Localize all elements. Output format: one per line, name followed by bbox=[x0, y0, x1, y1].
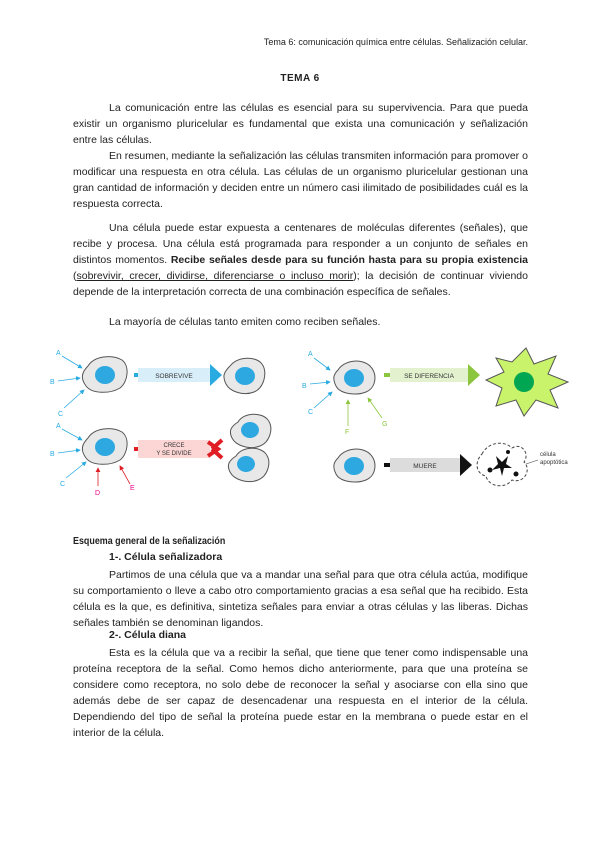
intro-p3-open: ( bbox=[73, 270, 77, 282]
cell-divided-1 bbox=[230, 414, 270, 447]
crece-label-1: CRECE bbox=[163, 443, 185, 449]
apoptotica-label-1: célula bbox=[540, 452, 556, 458]
label-f: F bbox=[345, 429, 350, 436]
muere-label: MUERE bbox=[413, 463, 437, 470]
cell-bottom-left bbox=[82, 429, 127, 465]
label-g: G bbox=[382, 421, 388, 428]
cell-survived bbox=[224, 358, 265, 393]
label-c-right: C bbox=[308, 409, 314, 416]
intro-paragraph-2 bbox=[73, 148, 528, 212]
intro-paragraph-1 bbox=[73, 100, 528, 148]
cell-bottom-right bbox=[334, 449, 375, 482]
label-c-bottom: C bbox=[60, 481, 66, 488]
intro-p3-underline: sobrevivir, crecer, dividirse, diferenciarse o incluso morir bbox=[76, 270, 354, 282]
intro-p3-bold: Recibe señales desde para su función hasta para su propia existencia bbox=[170, 254, 528, 266]
diferencia-label: SE DIFERENCIA bbox=[404, 373, 454, 380]
label-b-bottom: B bbox=[50, 451, 55, 458]
label-b-right: B bbox=[302, 383, 307, 390]
cell-top-right bbox=[334, 361, 375, 394]
esquema-title: Esquema general de la señalización bbox=[73, 535, 226, 547]
cell-divided-2 bbox=[228, 448, 268, 481]
label-b-top: B bbox=[50, 379, 55, 386]
intro-p3-close: ); la decisión de continuar viviendo depende de la interpretación correcta de una combinación específica de señales. bbox=[73, 270, 528, 298]
label-a-right: A bbox=[308, 351, 313, 358]
section-1-paragraph bbox=[73, 567, 528, 631]
intro-paragraph-3 bbox=[73, 220, 528, 300]
section-2-text: Esta es la célula que va a recibir la señal, que tiene que tener como indispensable una proteína receptora de la señal. Como hemos dicho anteriormente, para que una proteína se considere como receptora, no solo debe de reconocer la señal y asociarse con ella sino que además debe de ser capaz de desencadenar una respuesta en el interior de la célula. Dependiendo del tipo de señal la proteína puede estar en la membrana o puede estar en el interior de la célula. bbox=[73, 647, 528, 739]
page-title: TEMA 6 bbox=[280, 73, 320, 84]
sobrevive-label: SOBREVIVE bbox=[155, 373, 193, 380]
section-1-title: 1-. Célula señalizadora bbox=[109, 551, 223, 563]
label-c-top: C bbox=[58, 411, 64, 418]
intro-p1-text: La comunicación entre las células es esencial para su supervivencia. Para que pueda existir un organismo pluricelular es fundamental que exista una comunicación y señalización entre las células. bbox=[73, 102, 528, 146]
intro-p4-text: La mayoría de células tanto emiten como reciben señales. bbox=[109, 316, 381, 328]
section-1-text: Partimos de una célula que va a mandar una señal para que otra célula actúa, modifique su comportamiento o lleve a cabo otro comportamiento gracias a esa señal que ha recibido. Esta célula es la que, es definitiva, sintetiza señales para enviar a otras células y las liberas. Dichas señales también se denominan ligandos. bbox=[73, 569, 528, 629]
apoptotica-label-2: apoptótica bbox=[540, 460, 568, 466]
label-e: E bbox=[130, 485, 135, 492]
section-2-title: 2-. Célula diana bbox=[109, 629, 187, 641]
page-header: Tema 6: comunicación química entre células. Señalización celular. bbox=[263, 37, 528, 47]
label-d: D bbox=[95, 490, 101, 497]
intro-paragraph-4 bbox=[73, 314, 528, 330]
apoptotic-cell bbox=[477, 443, 527, 486]
cell-differentiated bbox=[486, 348, 568, 416]
cell-top-left bbox=[82, 357, 127, 393]
section-2-paragraph bbox=[73, 645, 528, 741]
intro-p2-text: En resumen, mediante la señalización las células transmiten información para promover o modificar una respuesta en otra célula. Las células de un organismo pluricelular gestionan una gran cantidad de información y deciden entre un número casi ilimitado de posibilidades cuál es la respuesta correcta. bbox=[73, 150, 528, 210]
signaling-diagram bbox=[50, 338, 570, 500]
crece-label-2: Y SE DIVIDE bbox=[156, 451, 192, 457]
label-a-top: A bbox=[56, 350, 61, 357]
label-a-bottom: A bbox=[56, 423, 61, 430]
intro-p3-text: Una célula puede estar expuesta a centenares de moléculas diferentes (señales), que recibe y procesa. Una célula está programada para responder a un conjunto de señales en distintos momentos. bbox=[73, 222, 528, 266]
